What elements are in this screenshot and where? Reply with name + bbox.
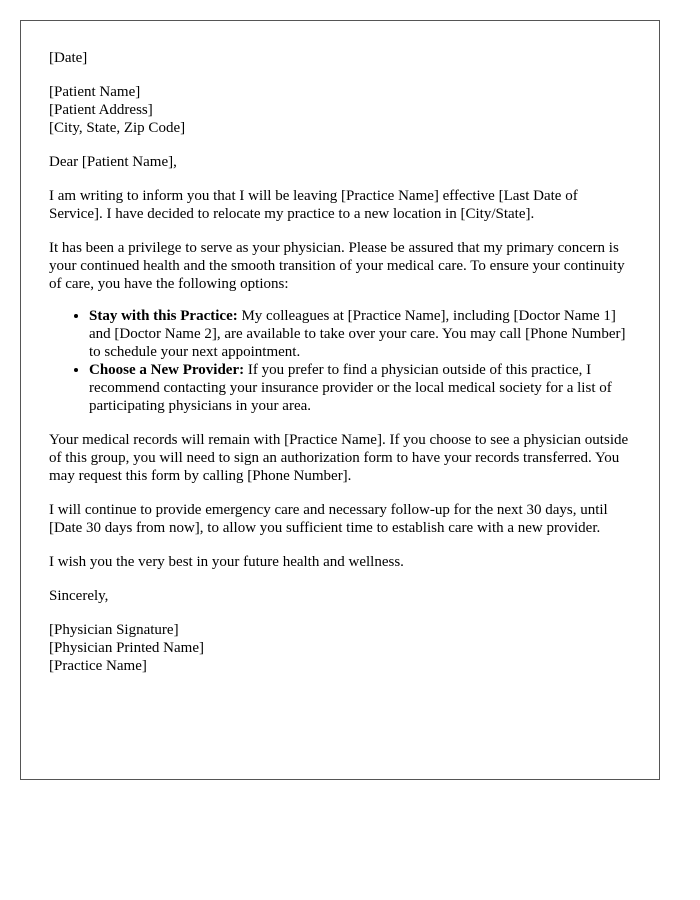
care-options-list (49, 307, 631, 415)
option-new-provider-title: Choose a New Provider: (89, 362, 245, 378)
letter-date: [Date] (49, 50, 88, 66)
paragraph-records: Your medical records will remain with [Practice Name]. If you choose to see a physician outside of this group, you will need to sign an authorization form to have your records transferred. You may request this form by calling [Phone Number]. (49, 432, 629, 484)
option-stay (89, 307, 631, 361)
recipient-city-state-zip: [City, State, Zip Code] (49, 120, 186, 136)
option-new-provider-text: If you prefer to find a physician outside of this practice, I recommend contacting your insurance provider or the local medical society for a list of participating physicians in your area. (89, 362, 612, 414)
paragraph-transition: It has been a privilege to serve as your physician. Please be assured that my primary concern is your continued health and the smooth transition of your medical care. To ensure your continuity of care, you have the following options: (49, 240, 625, 292)
option-stay-text: My colleagues at [Practice Name], including [Doctor Name 1] and [Doctor Name 2], are available to take over your care. You may call [Phone Number] to schedule your next appointment. (89, 308, 626, 360)
signature-practice-name: [Practice Name] (49, 658, 147, 674)
letter-page (20, 20, 660, 780)
option-new-provider (89, 361, 631, 415)
option-stay-title: Stay with this Practice: (89, 308, 238, 324)
paragraph-wishes: I wish you the very best in your future health and wellness. (49, 554, 404, 570)
salutation: Dear [Patient Name], (49, 154, 177, 170)
paragraph-followup: I will continue to provide emergency care and necessary follow-up for the next 30 days, until [Date 30 days from now], to allow you sufficient time to establish care with a new provider. (49, 502, 608, 536)
physician-signature: [Physician Signature] (49, 622, 179, 638)
signature-block (49, 621, 631, 675)
physician-printed-name: [Physician Printed Name] (49, 640, 204, 656)
recipient-name: [Patient Name] (49, 84, 141, 100)
closing: Sincerely, (49, 588, 109, 604)
recipient-block (49, 83, 631, 137)
recipient-address: [Patient Address] (49, 102, 153, 118)
paragraph-intro: I am writing to inform you that I will be leaving [Practice Name] effective [Last Date of Service]. I have decided to relocate my practice to a new location in [City/State]. (49, 188, 578, 222)
